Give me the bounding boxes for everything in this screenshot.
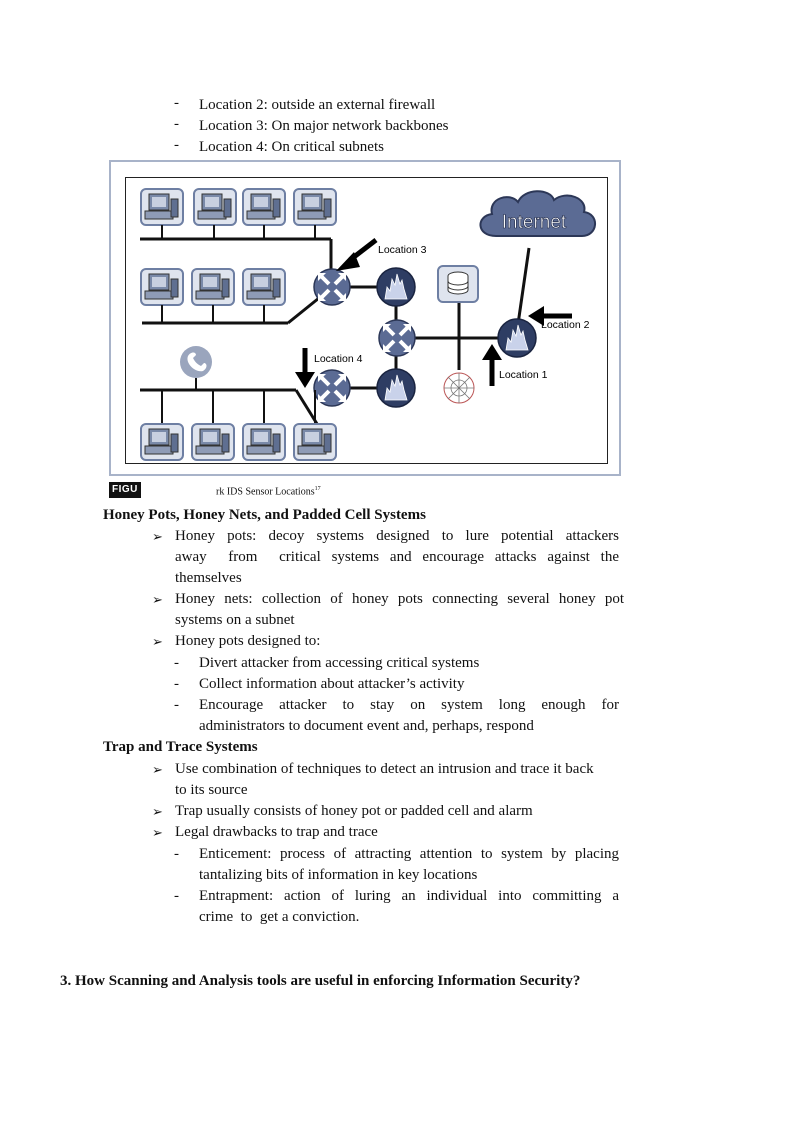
switch-middle (379, 320, 415, 356)
list-dash: - (174, 95, 179, 111)
honey-b1-l1: Honey pots: decoy systems designed to lure potential attackers (175, 528, 619, 544)
arrow-bullet: ➢ (152, 592, 163, 607)
location-2-label: Location 2 (541, 319, 590, 331)
trap-s2-l2: crime to get a conviction. (199, 909, 360, 925)
caption-label: rk IDS Sensor Locations (216, 486, 315, 498)
list-dash: - (174, 846, 179, 862)
location-3-text: Location 3: On major network backbones (199, 118, 449, 134)
internet-label: Internet (501, 212, 567, 233)
trap-b1-l2: to its source (175, 782, 248, 798)
trap-b2: Trap usually consists of honey pot or padded cell and alarm (175, 803, 533, 819)
firewall-external (498, 319, 536, 357)
middle-workstations (141, 269, 285, 305)
figure-caption (109, 482, 321, 498)
arrow-bullet: ➢ (152, 529, 163, 544)
location-3-label: Location 3 (378, 244, 427, 256)
list-dash: - (174, 676, 179, 692)
location-4-label: Location 4 (314, 353, 363, 365)
trap-s2-l1: Entrapment: action of luring an individual into committing a (199, 888, 619, 904)
trap-heading: Trap and Trace Systems (103, 739, 258, 755)
caption-footnote: 17 (314, 486, 321, 492)
network-figure (109, 160, 621, 476)
honey-s3-l2: administrators to document event and, perhaps, respond (199, 718, 534, 734)
globe-icon (440, 370, 478, 406)
honey-b2-l2: systems on a subnet (175, 612, 295, 628)
top-workstations (141, 189, 336, 225)
trap-b1-l1: Use combination of techniques to detect an intrusion and trace it back (175, 761, 594, 777)
arrow-location-3 (336, 240, 376, 271)
location-1-label: Location 1 (499, 369, 548, 381)
arrow-bullet: ➢ (152, 825, 163, 840)
list-dash: - (174, 137, 179, 153)
list-dash: - (174, 116, 179, 132)
honey-b2-l1: Honey nets: collection of honey pots connecting several honey pot (175, 591, 624, 607)
honey-s3-l1: Encourage attacker to stay on system long enough for (199, 697, 619, 713)
arrow-bullet: ➢ (152, 804, 163, 819)
arrow-location-4 (295, 348, 315, 388)
phone-icon (180, 346, 212, 378)
honey-s2: Collect information about attacker’s activity (199, 676, 465, 692)
arrow-bullet: ➢ (152, 634, 163, 649)
honey-b1-l3: themselves (175, 570, 242, 586)
honey-heading: Honey Pots, Honey Nets, and Padded Cell Systems (103, 507, 426, 523)
firewall-bottom (377, 369, 415, 407)
trap-s1-l1: Enticement: process of attracting attention to system by placing (199, 846, 619, 862)
arrow-bullet: ➢ (152, 762, 163, 777)
database-icon (438, 266, 478, 302)
figure-inner-border (125, 177, 608, 464)
switch-top (314, 269, 350, 305)
honey-s1: Divert attacker from accessing critical systems (199, 655, 480, 671)
internet-cloud-icon (480, 191, 595, 236)
honey-b3: Honey pots designed to: (175, 633, 321, 649)
location-4-text: Location 4: On critical subnets (199, 139, 384, 155)
list-dash: - (174, 888, 179, 904)
caption-text (216, 482, 321, 499)
figure-badge: FIGU (109, 482, 141, 498)
trap-b3: Legal drawbacks to trap and trace (175, 824, 378, 840)
bottom-workstations (141, 424, 336, 460)
honey-b1-l2: away from critical systems and encourage attacks against the (175, 549, 619, 565)
location-2-text: Location 2: outside an external firewall (199, 97, 436, 113)
list-dash: - (174, 697, 179, 713)
network-diagram (126, 178, 609, 465)
list-dash: - (174, 655, 179, 671)
firewall-top (377, 268, 415, 306)
question-heading: 3. How Scanning and Analysis tools are useful in enforcing Information Security? (60, 973, 581, 989)
trap-s1-l2: tantalizing bits of information in key locations (199, 867, 478, 883)
switch-bottom (314, 370, 350, 406)
